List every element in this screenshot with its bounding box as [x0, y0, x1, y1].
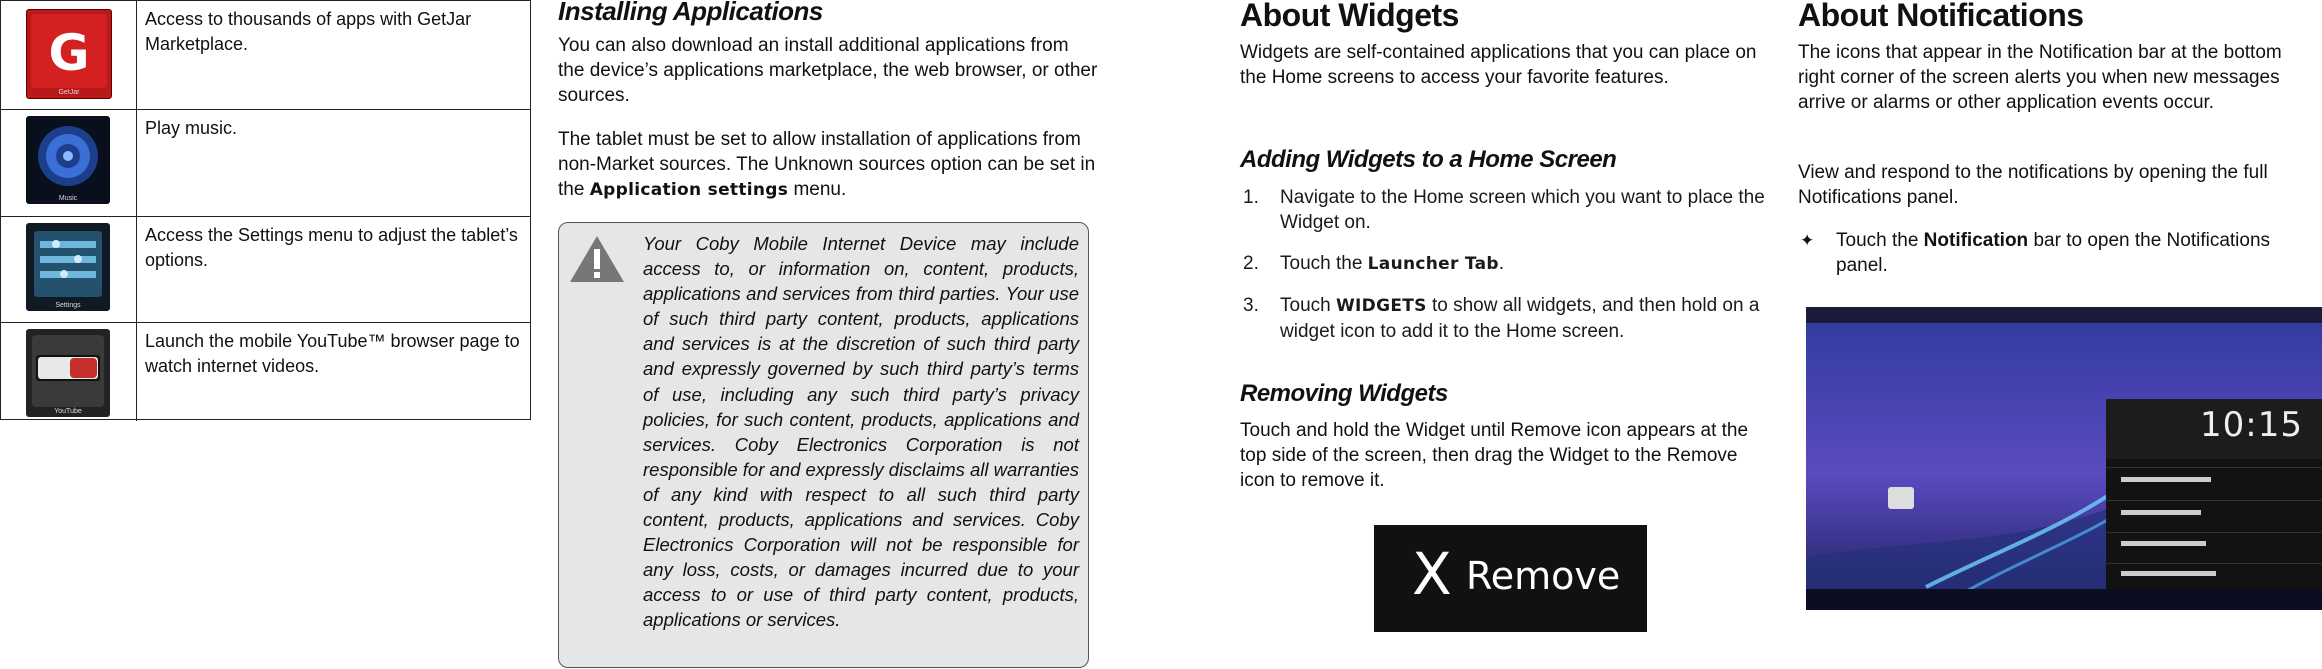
svg-text:G: G — [48, 24, 90, 82]
step-text: Touch — [1280, 295, 1336, 316]
tablet-home-screen — [1806, 307, 2322, 610]
getjar-icon — [26, 9, 112, 99]
ui-label-notification: Notification — [1923, 230, 2029, 251]
warning-text: Your Coby Mobile Internet Device may include access to, or information on, content, products, applications and services from third parties. Your use of such third party content, products, applications and services is at the discretion of such third party and expressly governed by such third party’s terms of use, including any such third party’s privacy policies, for such content, products, applications and services. Coby Electronics Corporation is not responsible for and expressly disclaims all warranties of any kind with respect to all such third party content, products, applications and services. Coby Electronics Corporation will not be responsible for any loss, costs, or damages incurred due to your access to or use of third party content, products, applications or services. — [643, 233, 1079, 631]
icon-caption: Music — [58, 195, 78, 202]
notifications-bullet — [1798, 228, 2318, 278]
icon-caption: GetJar — [58, 89, 80, 96]
table-cell-text: Access the Settings menu to adjust the tablet’s options. — [145, 225, 518, 270]
step-text: to show all widgets, and then hold on a widget icon to add it to the Home screen. — [1280, 295, 1760, 342]
table-cell-text: Play music. — [145, 118, 238, 138]
warning-icon — [567, 233, 627, 285]
ui-label-application-settings: Application settings — [589, 180, 789, 200]
icon-cell — [1, 217, 137, 322]
list-item — [1240, 185, 1770, 235]
step-number: 1. — [1243, 187, 1259, 208]
table-row — [1, 1, 530, 110]
list-item — [1240, 293, 1770, 344]
bullet-icon: ✦ — [1800, 231, 1815, 250]
table-row — [1, 217, 530, 323]
step-text: . — [1498, 253, 1505, 274]
youtube-icon — [26, 329, 110, 417]
ui-label-widgets: WIDGETS — [1335, 296, 1427, 316]
table-row — [1, 110, 530, 217]
text-run: The tablet must be set to allow installation of applications from non-Market sources. The Unknown sources option can be set in the — [558, 129, 1096, 200]
icon-cell — [1, 110, 137, 216]
ui-label-launcher-tab: Launcher Tab — [1367, 254, 1499, 274]
remove-label: Remove — [1466, 554, 1621, 598]
notifications-paragraph-panel: View and respond to the notifications by opening the full Notifications panel. — [1798, 162, 2268, 208]
table-row — [1, 323, 530, 421]
removing-widgets-heading: Removing Widgets — [1240, 380, 1448, 407]
table-cell-text: Launch the mobile YouTube™ browser page to watch internet videos. — [145, 331, 520, 376]
step-number: 3. — [1243, 295, 1259, 316]
music-icon — [26, 116, 110, 204]
bullet-text: Touch the — [1836, 230, 1924, 251]
list-item — [1240, 251, 1770, 277]
app-table — [0, 0, 531, 420]
removing-widgets-text: Touch and hold the Widget until Remove icon appears at the top side of the screen, then drag the Widget to the Remove icon to remove it. — [1240, 420, 1749, 491]
step-text: Touch the — [1280, 253, 1368, 274]
installing-heading: Installing Applications — [558, 0, 823, 26]
text-run: menu. — [788, 179, 847, 200]
icon-cell — [1, 323, 137, 421]
notifications-paragraph: The icons that appear in the Notification bar at the bottom right corner of the screen alerts you when new messages arrive or alarms or other application events occur. — [1798, 42, 2282, 113]
remove-bar-screenshot — [1374, 525, 1647, 632]
widget-steps — [1240, 185, 1770, 360]
step-text: Navigate to the Home screen which you want to place the Widget on. — [1280, 187, 1765, 233]
icon-caption: Settings — [55, 302, 81, 309]
icon-cell — [1, 1, 137, 109]
screenshot-clock: 10:15 — [2200, 405, 2303, 445]
adding-widgets-heading: Adding Widgets to a Home Screen — [1240, 146, 1617, 173]
table-cell-text: Access to thousands of apps with GetJar Marketplace. — [145, 9, 472, 54]
bullet-text: bar to open the Notifications panel. — [1836, 230, 2271, 276]
installing-paragraph-settings — [558, 127, 1098, 203]
widgets-heading: About Widgets — [1240, 0, 1459, 33]
installing-paragraph: You can also download an install additional applications from the device’s applications marketplace, the web browser, or other sources. — [558, 35, 1098, 106]
close-icon: X — [1412, 540, 1452, 608]
notifications-screenshot — [1806, 307, 2322, 610]
step-number: 2. — [1243, 253, 1259, 274]
notifications-heading: About Notifications — [1798, 0, 2084, 33]
warning-box — [558, 222, 1089, 668]
icon-caption: YouTube — [54, 408, 82, 415]
settings-icon — [26, 223, 110, 311]
widgets-intro: Widgets are self-contained applications that you can place on the Home screens to access your favorite features. — [1240, 42, 1757, 88]
